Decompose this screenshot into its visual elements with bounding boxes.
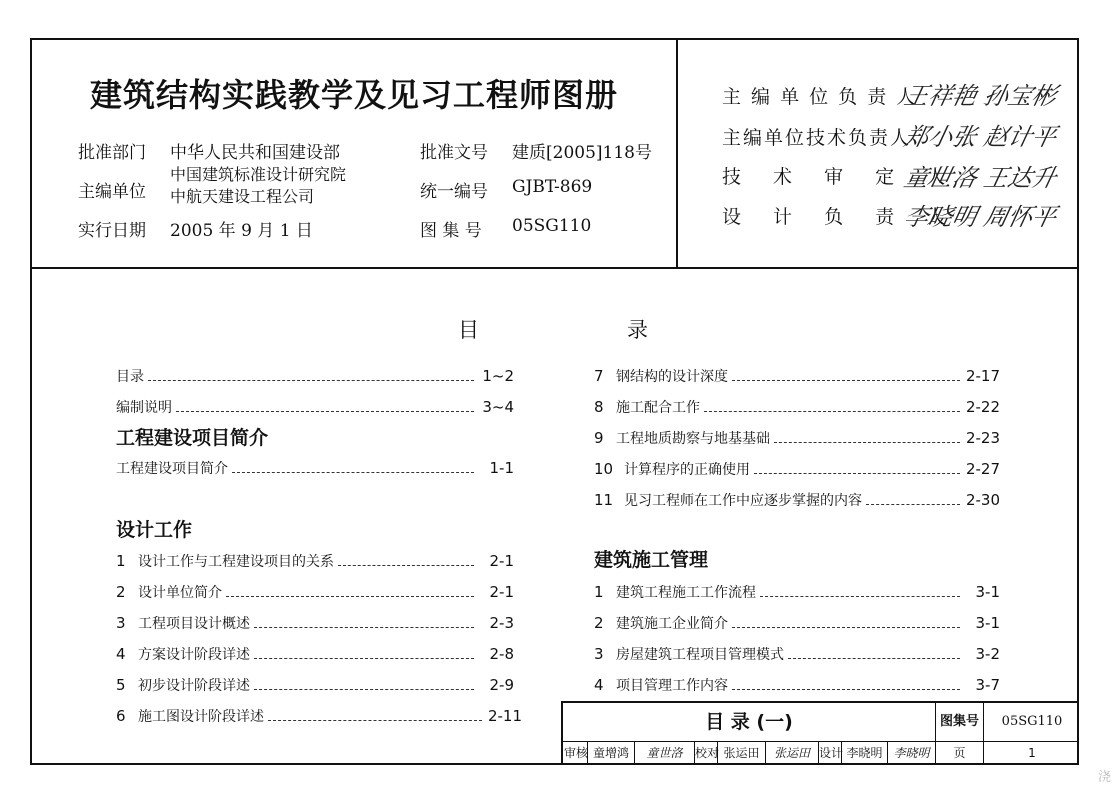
approval-doc-label: 批准文号 [420, 143, 488, 163]
design-lead-label: 设 计 负 责 人 [722, 206, 959, 228]
toc-entry[interactable] [116, 706, 522, 726]
chief-unit-head-label: 主 编 单 位 负 责 人 [722, 86, 918, 108]
designer-signature: 李晓明 [893, 746, 930, 760]
toc-entry-label: 工程地质勘察与地基基础 [616, 431, 770, 447]
toc-entry-page: 3-1 [975, 614, 1000, 632]
toc-entry-page: 1~2 [482, 367, 514, 385]
page-label: 页 [953, 746, 966, 760]
leader-line [704, 411, 960, 412]
atlas-title: 建筑结构实践教学及见习工程师图册 [90, 76, 619, 114]
toc-entry[interactable] [594, 613, 1000, 633]
toc-entry-number: 4 [116, 645, 126, 663]
toc-entry[interactable] [594, 490, 1000, 510]
toc-entry-label: 方案设计阶段详述 [138, 647, 250, 663]
toc-entry-page: 3~4 [482, 398, 514, 416]
tech-reviewer-label: 技 术 审 定 人 [722, 166, 959, 188]
toc-title-a: 目 [458, 318, 479, 342]
toc-entry-page: 2-8 [489, 645, 514, 663]
design-lead-signature: 李晓明 周怀平 [901, 203, 1060, 231]
toc-entry-number: 1 [116, 552, 126, 570]
leader-line [254, 689, 474, 690]
atlas-number-label: 图集号 [939, 714, 979, 729]
leader-line [254, 658, 474, 659]
toc-entry-label: 工程项目设计概述 [138, 616, 250, 632]
atlas-number-value: 05SG110 [1001, 714, 1063, 729]
toc-entry-number: 9 [594, 429, 604, 447]
unified-no: GJBT-869 [512, 177, 593, 197]
toc-entry[interactable] [594, 366, 1000, 386]
leader-line [254, 627, 474, 628]
sheet-title: 目 录 (一) [705, 711, 793, 733]
toc-entry[interactable] [116, 675, 514, 695]
leader-line [774, 442, 960, 443]
leader-line [754, 473, 960, 474]
section-heading-project-intro: 工程建设项目简介 [116, 427, 269, 449]
toc-entry-page: 2-30 [965, 491, 1000, 509]
toc-entry-label: 初步设计阶段详述 [138, 678, 250, 694]
header-column-divider [676, 38, 678, 267]
toc-entry[interactable] [116, 613, 514, 633]
toc-entry-page: 2-9 [489, 676, 514, 694]
header-divider [30, 267, 1079, 269]
toc-entry-page: 2-11 [487, 707, 522, 725]
toc-entry-label: 工程建设项目简介 [116, 461, 228, 477]
leader-line [148, 380, 474, 381]
toc-entry-label: 钢结构的设计深度 [616, 369, 728, 385]
toc-entry[interactable] [116, 644, 514, 664]
effective-date-label: 实行日期 [78, 221, 146, 241]
toc-entry-number: 11 [594, 491, 614, 509]
effective-date: 2005 年 9 月 1 日 [170, 221, 313, 241]
toc-entry[interactable] [594, 675, 1000, 695]
toc-entry-number: 10 [594, 460, 614, 478]
toc-entry[interactable] [594, 397, 1000, 417]
review-label: 审核 [564, 746, 589, 760]
toc-entry-label: 项目管理工作内容 [616, 678, 728, 694]
section-heading-design-work: 设计工作 [116, 519, 193, 541]
toc-entry[interactable] [594, 644, 1000, 664]
toc-entry[interactable] [594, 428, 1000, 448]
toc-entry-label: 设计工作与工程建设项目的关系 [138, 554, 334, 570]
toc-entry-page: 2-1 [489, 552, 514, 570]
toc-entry-page: 3-7 [975, 676, 1000, 694]
toc-entry-label: 房屋建筑工程项目管理模式 [616, 647, 784, 663]
toc-entry-number: 6 [116, 707, 126, 725]
toc-entry-page: 2-1 [489, 583, 514, 601]
reviewer-signature: 童世洛 [646, 746, 683, 760]
chief-unit-tech-head-label: 主编单位技术负责人 [722, 127, 912, 149]
leader-line [788, 658, 960, 659]
approval-doc: 建质[2005]118号 [512, 143, 652, 163]
tech-reviewer-signature: 童世洛 王达升 [901, 164, 1060, 192]
designer-name: 李晓明 [846, 746, 883, 760]
toc-entry-number: 2 [594, 614, 604, 632]
toc-entry-number: 5 [116, 676, 126, 694]
toc-entry[interactable] [116, 582, 514, 602]
watermark: 浇 [1098, 770, 1112, 785]
toc-entry-preface[interactable] [116, 397, 514, 417]
toc-entry-page: 2-23 [965, 429, 1000, 447]
page-number: 1 [1028, 746, 1036, 760]
toc-entry-label: 目录 [116, 369, 144, 385]
toc-entry-page: 2-17 [965, 367, 1000, 385]
chief-unit-tech-head-signature: 郑小张 赵计平 [901, 123, 1060, 151]
leader-line [338, 565, 474, 566]
leader-line [866, 504, 960, 505]
leader-line [232, 472, 474, 473]
approval-dept-label: 批准部门 [78, 143, 146, 163]
toc-entry-page: 3-1 [975, 583, 1000, 601]
leader-line [732, 380, 960, 381]
toc-entry-page: 1-1 [489, 459, 514, 477]
leader-line [732, 689, 960, 690]
toc-entry[interactable] [594, 582, 1000, 602]
toc-entry-project-intro[interactable] [116, 458, 514, 478]
checker-name: 张运田 [723, 746, 760, 760]
leader-line [268, 720, 482, 721]
editor-unit-1: 中国建筑标准设计研究院 [170, 165, 347, 184]
toc-entry-label: 编制说明 [116, 400, 172, 416]
design-label: 设计 [819, 746, 844, 760]
toc-entry-label: 施工图设计阶段详述 [138, 709, 264, 725]
toc-entry-label: 见习工程师在工作中应逐步掌握的内容 [624, 493, 862, 509]
toc-entry-label: 建筑施工企业简介 [616, 616, 728, 632]
atlas-no: 05SG110 [512, 216, 592, 236]
toc-entry-page: 2-27 [965, 460, 1000, 478]
toc-entry-number: 3 [594, 645, 604, 663]
toc-title-b: 录 [627, 318, 648, 342]
toc-entry-number: 8 [594, 398, 604, 416]
reviewer-name: 童增鸿 [592, 746, 629, 760]
toc-entry-label: 设计单位简介 [138, 585, 222, 601]
toc-entry[interactable] [116, 551, 514, 571]
toc-entry-number: 7 [594, 367, 604, 385]
editor-unit-label: 主编单位 [78, 182, 146, 202]
toc-entry-page: 2-22 [965, 398, 1000, 416]
editor-unit-2: 中航天建设工程公司 [170, 187, 315, 206]
toc-entry-number: 2 [116, 583, 126, 601]
toc-entry[interactable] [594, 459, 1000, 479]
section-heading-construction-mgmt: 建筑施工管理 [594, 549, 709, 571]
toc-entry-page: 3-2 [975, 645, 1000, 663]
toc-entry-number: 1 [594, 583, 604, 601]
leader-line [760, 596, 960, 597]
checker-signature: 张运田 [773, 746, 810, 760]
toc-entry-contents[interactable] [116, 366, 514, 386]
leader-line [226, 596, 474, 597]
toc-entry-number: 3 [116, 614, 126, 632]
atlas-no-label: 图 集 号 [420, 221, 482, 241]
unified-no-label: 统一编号 [420, 182, 488, 202]
leader-line [176, 411, 474, 412]
toc-entry-label: 建筑工程施工工作流程 [616, 585, 756, 601]
toc-entry-page: 2-3 [489, 614, 514, 632]
toc-entry-label: 计算程序的正确使用 [624, 462, 750, 478]
chief-unit-head-signature: 王祥艳 孙宝彬 [901, 82, 1060, 110]
toc-entry-number: 4 [594, 676, 604, 694]
leader-line [732, 627, 960, 628]
title-block [561, 701, 1079, 765]
check-label: 校对 [695, 746, 720, 760]
toc-entry-label: 施工配合工作 [616, 400, 700, 416]
approval-dept: 中华人民共和国建设部 [170, 143, 340, 163]
